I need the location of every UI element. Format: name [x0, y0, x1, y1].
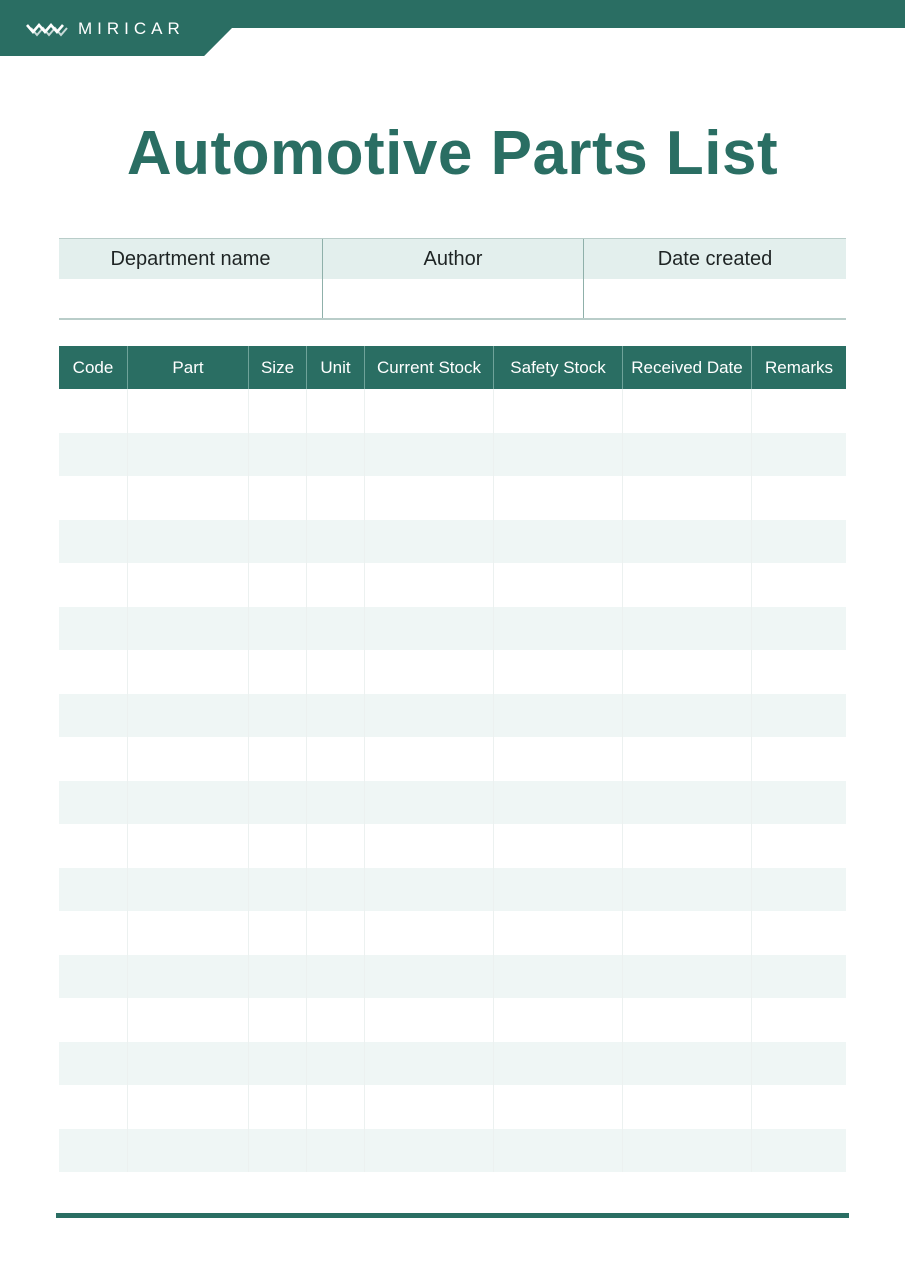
table-cell[interactable]: [493, 694, 622, 738]
table-cell[interactable]: [306, 650, 364, 694]
table-row: [59, 781, 846, 825]
table-row: [59, 868, 846, 912]
table-cell[interactable]: [622, 607, 751, 651]
table-row: [59, 520, 846, 564]
table-cell[interactable]: [493, 389, 622, 433]
table-cell[interactable]: [59, 781, 127, 825]
table-cell[interactable]: [306, 1085, 364, 1129]
table-cell[interactable]: [127, 1042, 248, 1086]
table-cell[interactable]: [127, 998, 248, 1042]
table-cell[interactable]: [59, 650, 127, 694]
table-header: [59, 346, 846, 389]
table-cell[interactable]: [127, 824, 248, 868]
table-cell[interactable]: [622, 737, 751, 781]
table-cell[interactable]: [127, 520, 248, 564]
table-cell[interactable]: [493, 563, 622, 607]
table-cell[interactable]: [493, 520, 622, 564]
table-cell[interactable]: [248, 998, 306, 1042]
table-cell[interactable]: [306, 737, 364, 781]
table-cell[interactable]: [751, 433, 846, 477]
table-cell[interactable]: [306, 607, 364, 651]
table-cell[interactable]: [248, 824, 306, 868]
table-row: [59, 476, 846, 520]
table-cell[interactable]: [59, 520, 127, 564]
table-cell[interactable]: [622, 563, 751, 607]
table-cell[interactable]: [493, 955, 622, 999]
column-header: Current Stock: [364, 346, 493, 389]
table-row: [59, 1129, 846, 1173]
table-cell[interactable]: [364, 607, 493, 651]
table-cell[interactable]: [493, 868, 622, 912]
table-cell[interactable]: [248, 1085, 306, 1129]
table-cell[interactable]: [127, 911, 248, 955]
table-cell[interactable]: [248, 1129, 306, 1173]
table-cell[interactable]: [248, 694, 306, 738]
table-cell[interactable]: [127, 781, 248, 825]
column-header: Safety Stock: [493, 346, 622, 389]
author-value[interactable]: [323, 279, 583, 318]
table-cell[interactable]: [493, 650, 622, 694]
info-field-date: [583, 239, 846, 318]
table-cell[interactable]: [364, 563, 493, 607]
table-cell[interactable]: [493, 1129, 622, 1173]
table-cell[interactable]: [306, 520, 364, 564]
table-cell[interactable]: [364, 1129, 493, 1173]
table-cell[interactable]: [248, 781, 306, 825]
table-cell[interactable]: [751, 694, 846, 738]
column-header: Size: [248, 346, 306, 389]
table-cell[interactable]: [127, 1129, 248, 1173]
info-table: [59, 238, 846, 320]
table-cell[interactable]: [127, 737, 248, 781]
table-cell[interactable]: [59, 433, 127, 477]
table-row: [59, 1085, 846, 1129]
table-cell[interactable]: [751, 476, 846, 520]
table-cell[interactable]: [59, 998, 127, 1042]
table-cell[interactable]: [622, 1129, 751, 1173]
table-cell[interactable]: [364, 476, 493, 520]
info-field-department: [59, 239, 322, 318]
table-cell[interactable]: [306, 824, 364, 868]
table-row: [59, 824, 846, 868]
table-cell[interactable]: [306, 389, 364, 433]
table-row: [59, 694, 846, 738]
column-header: Received Date: [622, 346, 751, 389]
table-cell[interactable]: [127, 389, 248, 433]
column-header: Code: [72, 357, 114, 377]
table-cell[interactable]: [59, 476, 127, 520]
table-cell[interactable]: [364, 1085, 493, 1129]
page-title: Automotive Parts List: [126, 119, 779, 188]
table-cell[interactable]: [364, 955, 493, 999]
table-cell[interactable]: [248, 1042, 306, 1086]
table-cell[interactable]: [622, 998, 751, 1042]
table-cell[interactable]: [127, 694, 248, 738]
table-cell[interactable]: [493, 1042, 622, 1086]
table-cell[interactable]: [493, 433, 622, 477]
table-cell[interactable]: [59, 563, 127, 607]
table-cell[interactable]: [622, 824, 751, 868]
table-cell[interactable]: [306, 868, 364, 912]
table-cell[interactable]: [59, 737, 127, 781]
table-cell[interactable]: [364, 998, 493, 1042]
info-field-author: [322, 239, 583, 318]
table-cell[interactable]: [622, 955, 751, 999]
table-cell[interactable]: [364, 1042, 493, 1086]
table-cell[interactable]: [306, 955, 364, 999]
table-cell[interactable]: [493, 607, 622, 651]
table-cell[interactable]: [622, 694, 751, 738]
table-cell[interactable]: [622, 1042, 751, 1086]
table-cell[interactable]: [248, 389, 306, 433]
table-cell[interactable]: [127, 955, 248, 999]
brand-logo: [26, 16, 185, 42]
info-label: Author: [323, 239, 583, 279]
table-cell[interactable]: [751, 563, 846, 607]
table-cell[interactable]: [751, 737, 846, 781]
table-cell[interactable]: [751, 911, 846, 955]
date-created-value[interactable]: [584, 279, 846, 318]
table-cell[interactable]: [751, 1129, 846, 1173]
table-cell[interactable]: [493, 781, 622, 825]
table-cell[interactable]: [364, 868, 493, 912]
table-cell[interactable]: [493, 824, 622, 868]
table-cell[interactable]: [751, 781, 846, 825]
table-cell[interactable]: [751, 998, 846, 1042]
table-cell[interactable]: [622, 520, 751, 564]
table-cell[interactable]: [751, 824, 846, 868]
table-cell[interactable]: [127, 476, 248, 520]
table-cell[interactable]: [364, 781, 493, 825]
table-cell[interactable]: [493, 1085, 622, 1129]
table-cell[interactable]: [59, 911, 127, 955]
table-cell[interactable]: [622, 1085, 751, 1129]
table-cell[interactable]: [622, 389, 751, 433]
table-cell[interactable]: [306, 781, 364, 825]
table-cell[interactable]: [622, 476, 751, 520]
table-row: [59, 433, 846, 477]
info-label: Date created: [584, 239, 846, 279]
table-body: [59, 389, 846, 1172]
table-cell[interactable]: [127, 563, 248, 607]
table-cell[interactable]: [59, 1042, 127, 1086]
info-label: Department name: [59, 239, 322, 279]
table-cell[interactable]: [751, 955, 846, 999]
table-cell[interactable]: [493, 476, 622, 520]
department-value[interactable]: [59, 279, 322, 318]
table-cell[interactable]: [306, 911, 364, 955]
table-cell[interactable]: [751, 389, 846, 433]
brand-name: MIRICAR: [78, 19, 185, 38]
table-row: [59, 998, 846, 1042]
table-cell[interactable]: [306, 433, 364, 477]
table-cell[interactable]: [622, 911, 751, 955]
table-cell[interactable]: [59, 868, 127, 912]
table-cell[interactable]: [751, 868, 846, 912]
column-header: Remarks: [751, 346, 846, 389]
table-cell[interactable]: [59, 824, 127, 868]
table-row: [59, 737, 846, 781]
column-header: Part: [127, 346, 248, 389]
table-row: [59, 389, 846, 433]
table-cell[interactable]: [306, 694, 364, 738]
table-cell[interactable]: [306, 476, 364, 520]
table-cell[interactable]: [127, 433, 248, 477]
table-cell[interactable]: [751, 1042, 846, 1086]
table-cell[interactable]: [248, 607, 306, 651]
table-cell[interactable]: [59, 694, 127, 738]
table-cell[interactable]: [622, 781, 751, 825]
table-cell[interactable]: [127, 1085, 248, 1129]
table-cell[interactable]: [751, 650, 846, 694]
table-cell[interactable]: [248, 955, 306, 999]
table-cell[interactable]: [248, 433, 306, 477]
table-cell[interactable]: [248, 650, 306, 694]
table-cell[interactable]: [493, 998, 622, 1042]
table-cell[interactable]: [364, 911, 493, 955]
table-cell[interactable]: [364, 824, 493, 868]
table-cell[interactable]: [127, 607, 248, 651]
table-cell[interactable]: [493, 737, 622, 781]
table-cell[interactable]: [306, 1129, 364, 1173]
table-cell[interactable]: [248, 520, 306, 564]
table-cell[interactable]: [364, 520, 493, 564]
table-row: [59, 911, 846, 955]
table-cell[interactable]: [248, 911, 306, 955]
table-cell[interactable]: [364, 737, 493, 781]
table-cell[interactable]: [59, 389, 127, 433]
footer-rule: [56, 1213, 849, 1218]
table-cell[interactable]: [306, 563, 364, 607]
table-cell[interactable]: [751, 607, 846, 651]
table-cell[interactable]: [127, 868, 248, 912]
table-cell[interactable]: [248, 737, 306, 781]
table-cell[interactable]: [622, 868, 751, 912]
table-cell[interactable]: [306, 998, 364, 1042]
table-cell[interactable]: [127, 650, 248, 694]
table-cell[interactable]: [248, 563, 306, 607]
table-cell[interactable]: [59, 607, 127, 651]
table-row: [59, 650, 846, 694]
table-cell[interactable]: [751, 1085, 846, 1129]
table-cell[interactable]: [59, 1129, 127, 1173]
table-cell[interactable]: [306, 1042, 364, 1086]
table-cell[interactable]: [248, 476, 306, 520]
table-cell[interactable]: [622, 433, 751, 477]
table-cell[interactable]: [364, 389, 493, 433]
table-cell[interactable]: [364, 694, 493, 738]
table-cell[interactable]: [364, 433, 493, 477]
column-header: Unit: [306, 346, 364, 389]
table-cell[interactable]: [248, 868, 306, 912]
table-cell[interactable]: [493, 911, 622, 955]
wave-logo-icon: [26, 20, 68, 38]
table-row: [59, 955, 846, 999]
table-row: [59, 607, 846, 651]
table-cell[interactable]: [59, 955, 127, 999]
table-cell[interactable]: [364, 650, 493, 694]
table-cell[interactable]: [622, 650, 751, 694]
table-row: [59, 563, 846, 607]
parts-table: [59, 346, 846, 1172]
table-row: [59, 1042, 846, 1086]
table-cell[interactable]: [59, 1085, 127, 1129]
table-cell[interactable]: [751, 520, 846, 564]
